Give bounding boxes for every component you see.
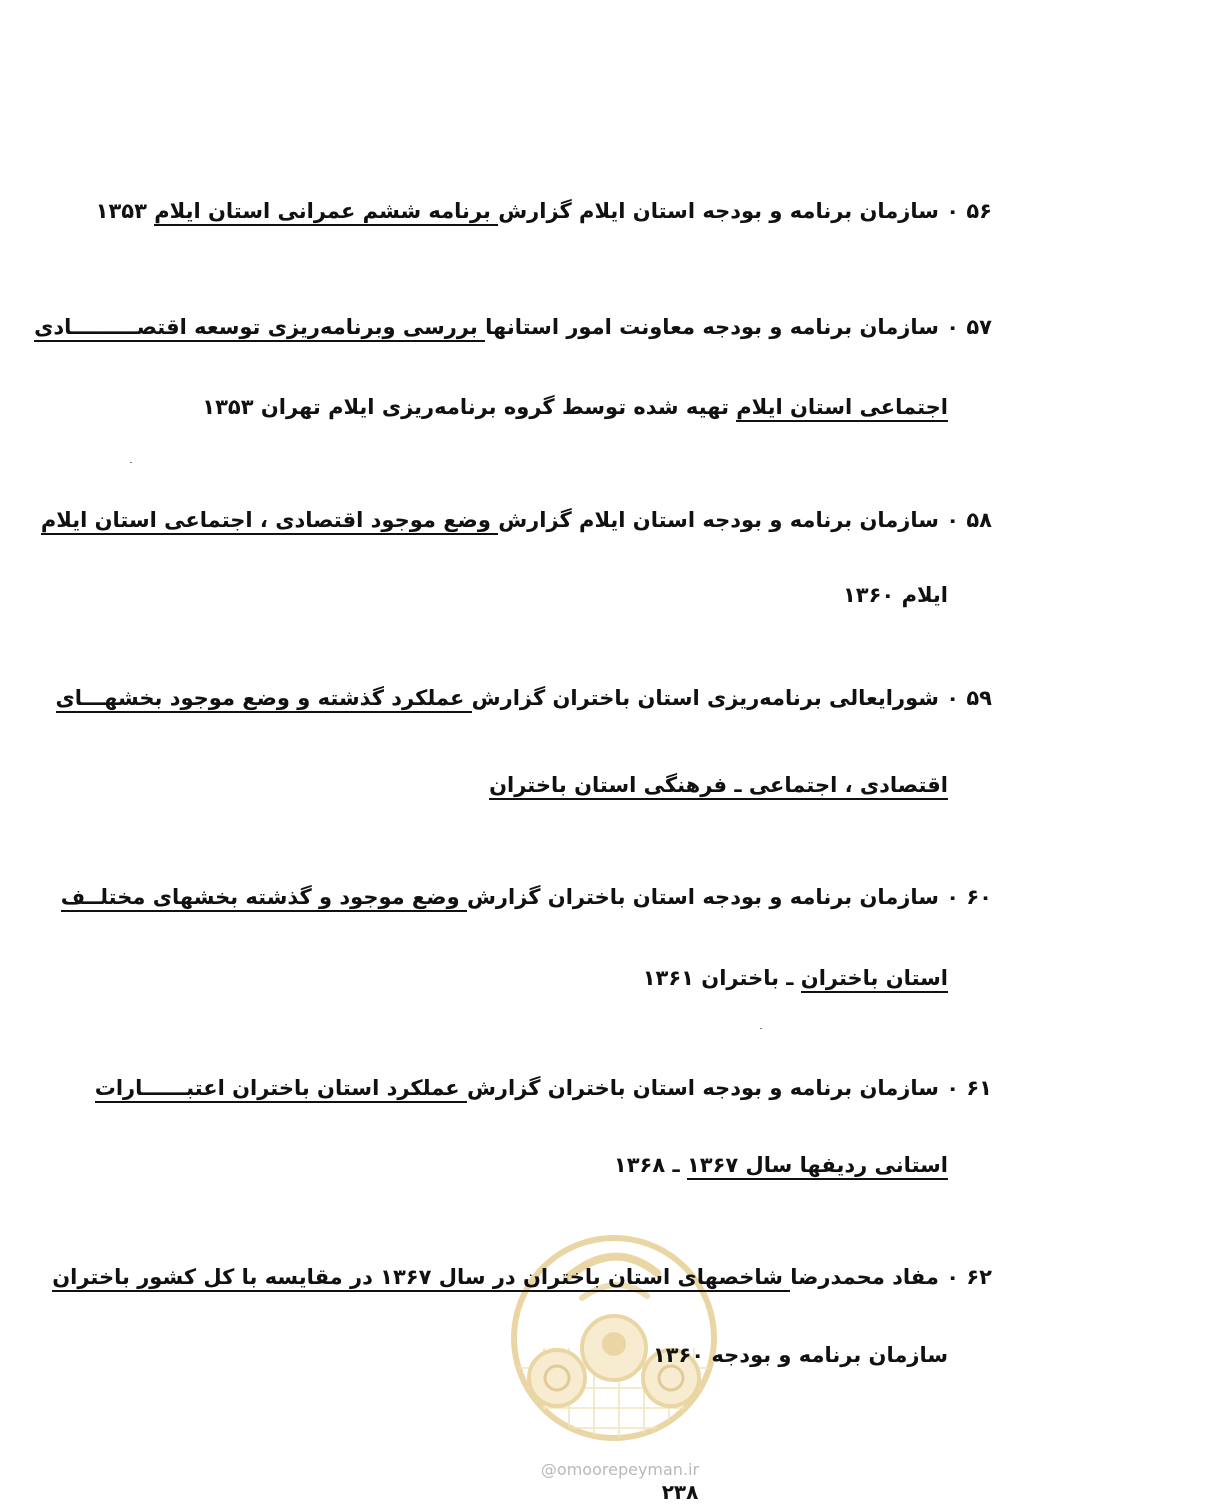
watermark-logo-icon <box>507 1218 721 1458</box>
entry-62-line-2 <box>653 1340 948 1370</box>
entry-text: ۶۰ ۰ سازمان برنامه و بودجه استان باختران گزارش <box>466 885 992 909</box>
scan-speck <box>130 462 132 463</box>
underlined-title: اجتماعی استان ایلام <box>736 395 948 422</box>
entry-60-line-2 <box>643 963 948 993</box>
entry-text: ایلام ۱۳۶۰ <box>842 583 948 607</box>
underlined-title: استانی ردیفها سال ۱۳۶۷ <box>687 1153 948 1180</box>
entry-57-line-2 <box>202 392 948 422</box>
entry-text: ـ ۱۳۶۸ <box>613 1153 687 1177</box>
entry-61-line-1 <box>95 1073 992 1103</box>
entry-text: ۵۷ ۰ سازمان برنامه و بودجه معاونت امور استانها <box>485 315 992 339</box>
underlined-title: وضع موجود اقتصادی ، اجتماعی استان ایلام <box>41 508 498 535</box>
scan-speck <box>760 1028 762 1029</box>
entry-57-line-1 <box>34 312 992 342</box>
entry-59-line-2 <box>489 770 948 800</box>
entry-59-line-1 <box>56 683 993 713</box>
page-number: ۲۳۸ <box>661 1480 699 1504</box>
entry-text: ۶۲ ۰ مفاد محمدرضا <box>790 1265 992 1289</box>
entry-62-line-1 <box>52 1262 992 1292</box>
underlined-title: اقتصادی ، اجتماعی ـ فرهنگی استان باختران <box>489 773 948 800</box>
entry-text: ـ باختران ۱۳۶۱ <box>642 966 801 990</box>
watermark-text: @omoorepeyman.ir <box>540 1460 700 1479</box>
entry-58-line-2 <box>843 580 948 610</box>
entry-58-line-1 <box>41 505 992 535</box>
entry-text: سازمان برنامه و بودجه ۱۳۶۰ <box>652 1343 948 1367</box>
underlined-title: شاخصهای استان باختران در سال ۱۳۶۷ در مقایسه با کل کشور باختران <box>52 1265 790 1292</box>
underlined-title: استان باختران <box>801 966 948 993</box>
underlined-title: برنامه ششم عمرانی استان ایلام <box>154 199 498 226</box>
entry-text: تهیه شده توسط گروه برنامه‌ریزی ایلام تهران ۱۳۵۳ <box>202 395 737 419</box>
entry-60-line-1 <box>61 882 992 912</box>
entry-text: ۱۳۵۳ <box>95 199 155 223</box>
entry-61-line-2 <box>614 1150 948 1180</box>
underlined-title: عملکرد استان باختران اعتبــــــارات <box>95 1076 467 1103</box>
entry-text: ۵۸ ۰ سازمان برنامه و بودجه استان ایلام گزارش <box>498 508 992 532</box>
underlined-title: وضع موجود و گذشته بخشهای مختلــف <box>61 885 467 912</box>
entry-56-line-1 <box>96 196 992 226</box>
entry-text: ۶۱ ۰ سازمان برنامه و بودجه استان باختران گزارش <box>466 1076 992 1100</box>
underlined-title: بررسی وبرنامه‌ریزی توسعه اقتصـــــــــادی <box>34 315 485 342</box>
entry-text: ۵۹ ۰ شورایعالی برنامه‌ریزی استان باختران گزارش <box>471 686 992 710</box>
entry-text: ۵۶ ۰ سازمان برنامه و بودجه استان ایلام گزارش <box>498 199 992 223</box>
underlined-title: عملکرد گذشته و وضع موجود بخشهـــای <box>56 686 472 713</box>
